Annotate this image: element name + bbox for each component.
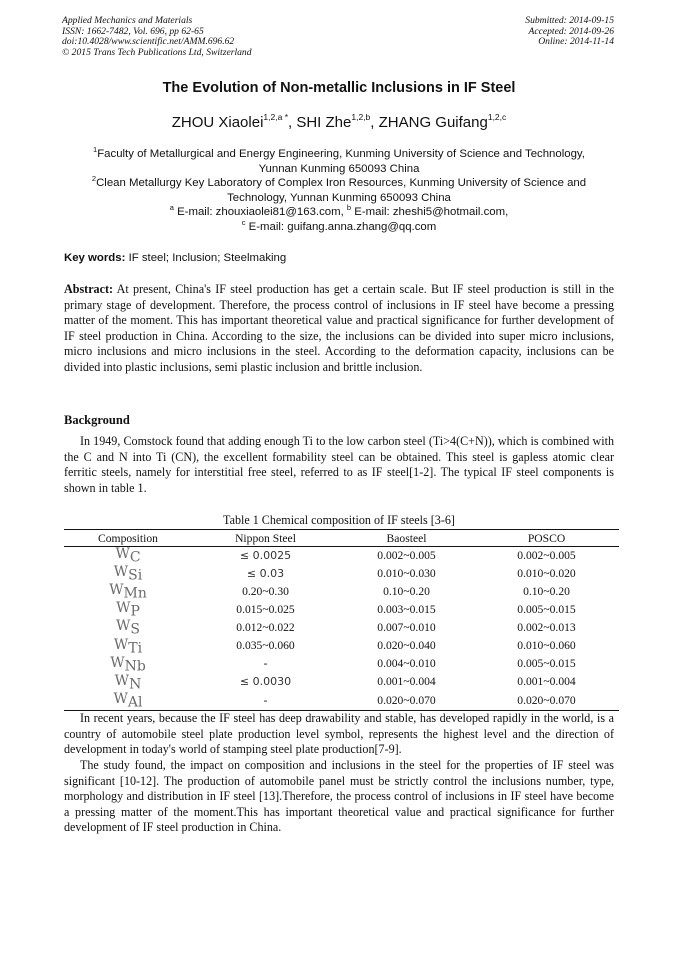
table-row bbox=[64, 565, 619, 583]
background-paragraph: In 1949, Comstock found that adding enough Ti to the low carbon steel (Ti>4(C+N)), which is combined with the C and N into Ti (CN), the excellent formability steel can be obtained. This steel is gapless atomic clear ferritic steels, namely for interstitial free steel, referred to as IF steel[1-2]. The typical IF steel components is shown in table 1. bbox=[64, 434, 614, 495]
baosteel-value: 0.020~0.040 bbox=[377, 639, 436, 653]
table-row bbox=[64, 656, 619, 674]
table-row bbox=[64, 638, 619, 656]
author-affiliation-mark: 1,2,a * bbox=[263, 112, 288, 122]
col-header-nippon: Nippon Steel bbox=[192, 530, 339, 547]
element-symbol: $W_S$ bbox=[116, 618, 140, 638]
baosteel-value: 0.010~0.030 bbox=[377, 566, 436, 580]
affiliations bbox=[64, 147, 614, 235]
element-symbol: $W_{Mn}$ bbox=[109, 582, 147, 602]
element-symbol: $W_P$ bbox=[116, 600, 140, 620]
nippon-value: 0.012~0.022 bbox=[236, 621, 295, 635]
nippon-value: 0.20~0.30 bbox=[242, 584, 289, 598]
element-symbol: $W_{Si}$ bbox=[113, 564, 143, 584]
affiliation-1-line1: $^1$Faculty of Metallurgical and Energy Engineering, Kunming University of Science and Technology, bbox=[93, 145, 585, 160]
col-header-baosteel: Baosteel bbox=[339, 530, 474, 547]
element-symbol: $W_C$ bbox=[115, 546, 141, 566]
author-separator: , bbox=[288, 114, 297, 131]
email-c-mark: c bbox=[241, 218, 246, 228]
affiliation-2-mark: 2 bbox=[91, 174, 97, 184]
abstract bbox=[64, 282, 614, 375]
dates-header bbox=[525, 16, 614, 48]
table-row bbox=[64, 674, 619, 692]
email-b-mark: b bbox=[346, 203, 352, 213]
nippon-value: 0.015~0.025 bbox=[236, 602, 295, 616]
nippon-value: ≤ 0.0030 bbox=[239, 675, 292, 689]
email-a-mark: a bbox=[169, 203, 174, 213]
affiliation-1-line2: Yunnan Kunming 650093 China bbox=[258, 162, 420, 175]
table-caption: Table 1 Chemical composition of IF steels [3-6] bbox=[223, 513, 455, 527]
baosteel-value: 0.007~0.010 bbox=[377, 621, 436, 635]
email-a[interactable]: E-mail: zhouxiaolei81@163.com, bbox=[173, 206, 347, 219]
author-list bbox=[0, 114, 678, 131]
element-symbol: $W_{Ti}$ bbox=[113, 636, 143, 656]
email-line-2 bbox=[64, 220, 614, 235]
author-separator: , bbox=[370, 114, 379, 131]
nippon-value: - bbox=[263, 657, 268, 671]
nippon-value: - bbox=[192, 692, 339, 711]
affiliation-1-mark: 1 bbox=[93, 145, 98, 155]
baosteel-value: 0.020~0.070 bbox=[339, 692, 474, 711]
baosteel-value: 0.001~0.004 bbox=[377, 675, 436, 689]
baosteel-value: 0.10~0.20 bbox=[383, 584, 430, 598]
journal-name: Applied Mechanics and Materials bbox=[62, 15, 193, 26]
abstract-text: At present, China's IF steel production has get a certain scale. But IF steel production is still in the primary stage of development. Therefore, the process control of inclusions in IF steel have become a pressing matter of the moment. This has important theoretical value and practical significance for further development of IF steel production in China. According to the size, the inclusions can be divided into super micro inclusions, micro inclusions and micro inclusions in the steel. According to the deformation capacity, inclusions can be divided into plastic inclusions, semi plastic inclusion and brittle inclusion. bbox=[64, 282, 614, 374]
table-header-row bbox=[64, 530, 619, 547]
submitted-date: Submitted: 2014-09-15 bbox=[525, 15, 614, 26]
email-line-1 bbox=[64, 205, 614, 220]
posco-value: 0.010~0.060 bbox=[517, 639, 576, 653]
element-symbol: $W_N$ bbox=[114, 672, 142, 693]
doi-line[interactable]: doi:10.4028/www.scientific.net/AMM.696.62 bbox=[62, 36, 235, 48]
email-b[interactable]: E-mail: zheshi5@hotmail.com, bbox=[351, 206, 509, 219]
journal-header bbox=[62, 16, 252, 58]
author-name: ZHANG Guifang bbox=[378, 114, 488, 131]
author-affiliation-mark: 1,2,c bbox=[487, 112, 507, 122]
col-header-posco: POSCO bbox=[474, 530, 619, 547]
posco-value: 0.002~0.013 bbox=[517, 621, 576, 635]
table-row bbox=[64, 583, 619, 601]
accepted-date: Accepted: 2014-09-26 bbox=[528, 25, 614, 37]
posco-value: 0.020~0.070 bbox=[474, 692, 619, 711]
paper-title: The Evolution of Non-metallic Inclusions in IF Steel bbox=[162, 80, 516, 96]
posco-value: 0.001~0.004 bbox=[517, 675, 576, 689]
email-c[interactable]: E-mail: guifang.anna.zhang@qq.com bbox=[245, 220, 437, 233]
element-symbol: $W_{Nb}$ bbox=[110, 654, 146, 674]
keywords-label: Key words: bbox=[64, 252, 126, 264]
posco-value: 0.10~0.20 bbox=[523, 584, 570, 598]
baosteel-value: 0.002~0.005 bbox=[377, 548, 436, 562]
keywords-text: IF steel; Inclusion; Steelmaking bbox=[125, 252, 287, 264]
nippon-value: ≤ 0.03 bbox=[246, 566, 285, 580]
author-name: SHI Zhe bbox=[296, 114, 352, 131]
section-heading-background: Background bbox=[64, 413, 130, 427]
table-row bbox=[64, 692, 619, 711]
issn-line: ISSN: 1662-7482, Vol. 696, pp 62-65 bbox=[62, 25, 204, 37]
affiliation-2-line2: Technology, Yunnan Kunming 650093 China bbox=[227, 191, 451, 204]
table-row bbox=[64, 601, 619, 619]
author-name: ZHOU Xiaolei bbox=[171, 114, 264, 131]
col-header-composition: Composition bbox=[64, 530, 192, 547]
table-row bbox=[64, 547, 619, 566]
affiliation-2-line1: $^2$Clean Metallurgy Key Laboratory of Complex Iron Resources, Kunming University of Science and bbox=[91, 174, 587, 190]
element-symbol: $W_{Al}$ bbox=[64, 692, 192, 711]
posco-value: 0.005~0.015 bbox=[517, 657, 576, 671]
keywords bbox=[64, 252, 614, 264]
posco-value: 0.002~0.005 bbox=[517, 548, 576, 562]
baosteel-value: 0.003~0.015 bbox=[377, 602, 436, 616]
author-affiliation-mark: 1,2,b bbox=[351, 112, 371, 122]
table-row bbox=[64, 619, 619, 637]
abstract-label: Abstract: bbox=[64, 282, 114, 296]
paragraph-study-found: The study found, the impact on composition and inclusions in the steel for the properties of IF steel was significant [10-12]. The production of automobile panel must be strictly control the inclusions number, type, morphology and distribution in IF steel [13].Therefore, the process control of inclusions in IF steel have become a pressing matter of the moment.This has important theoretical value and practical significance for further development of IF steel production in China. bbox=[64, 758, 614, 834]
posco-value: 0.005~0.015 bbox=[517, 602, 576, 616]
paragraph-recent-years: In recent years, because the IF steel has deep drawability and stable, has developed rapidly in the world, is a country of automobile steel plate production level symbol, represents the highest level and the direction of development in today's world of stamping steel plate production[7-9]. bbox=[64, 711, 614, 756]
posco-value: 0.010~0.020 bbox=[517, 566, 576, 580]
nippon-value: ≤ 0.0025 bbox=[239, 548, 292, 562]
nippon-value: 0.035~0.060 bbox=[236, 639, 295, 653]
composition-table bbox=[64, 529, 619, 711]
copyright-line: © 2015 Trans Tech Publications Ltd, Switzerland bbox=[62, 46, 252, 58]
online-date: Online: 2014-11-14 bbox=[538, 36, 614, 48]
baosteel-value: 0.004~0.010 bbox=[377, 657, 436, 671]
